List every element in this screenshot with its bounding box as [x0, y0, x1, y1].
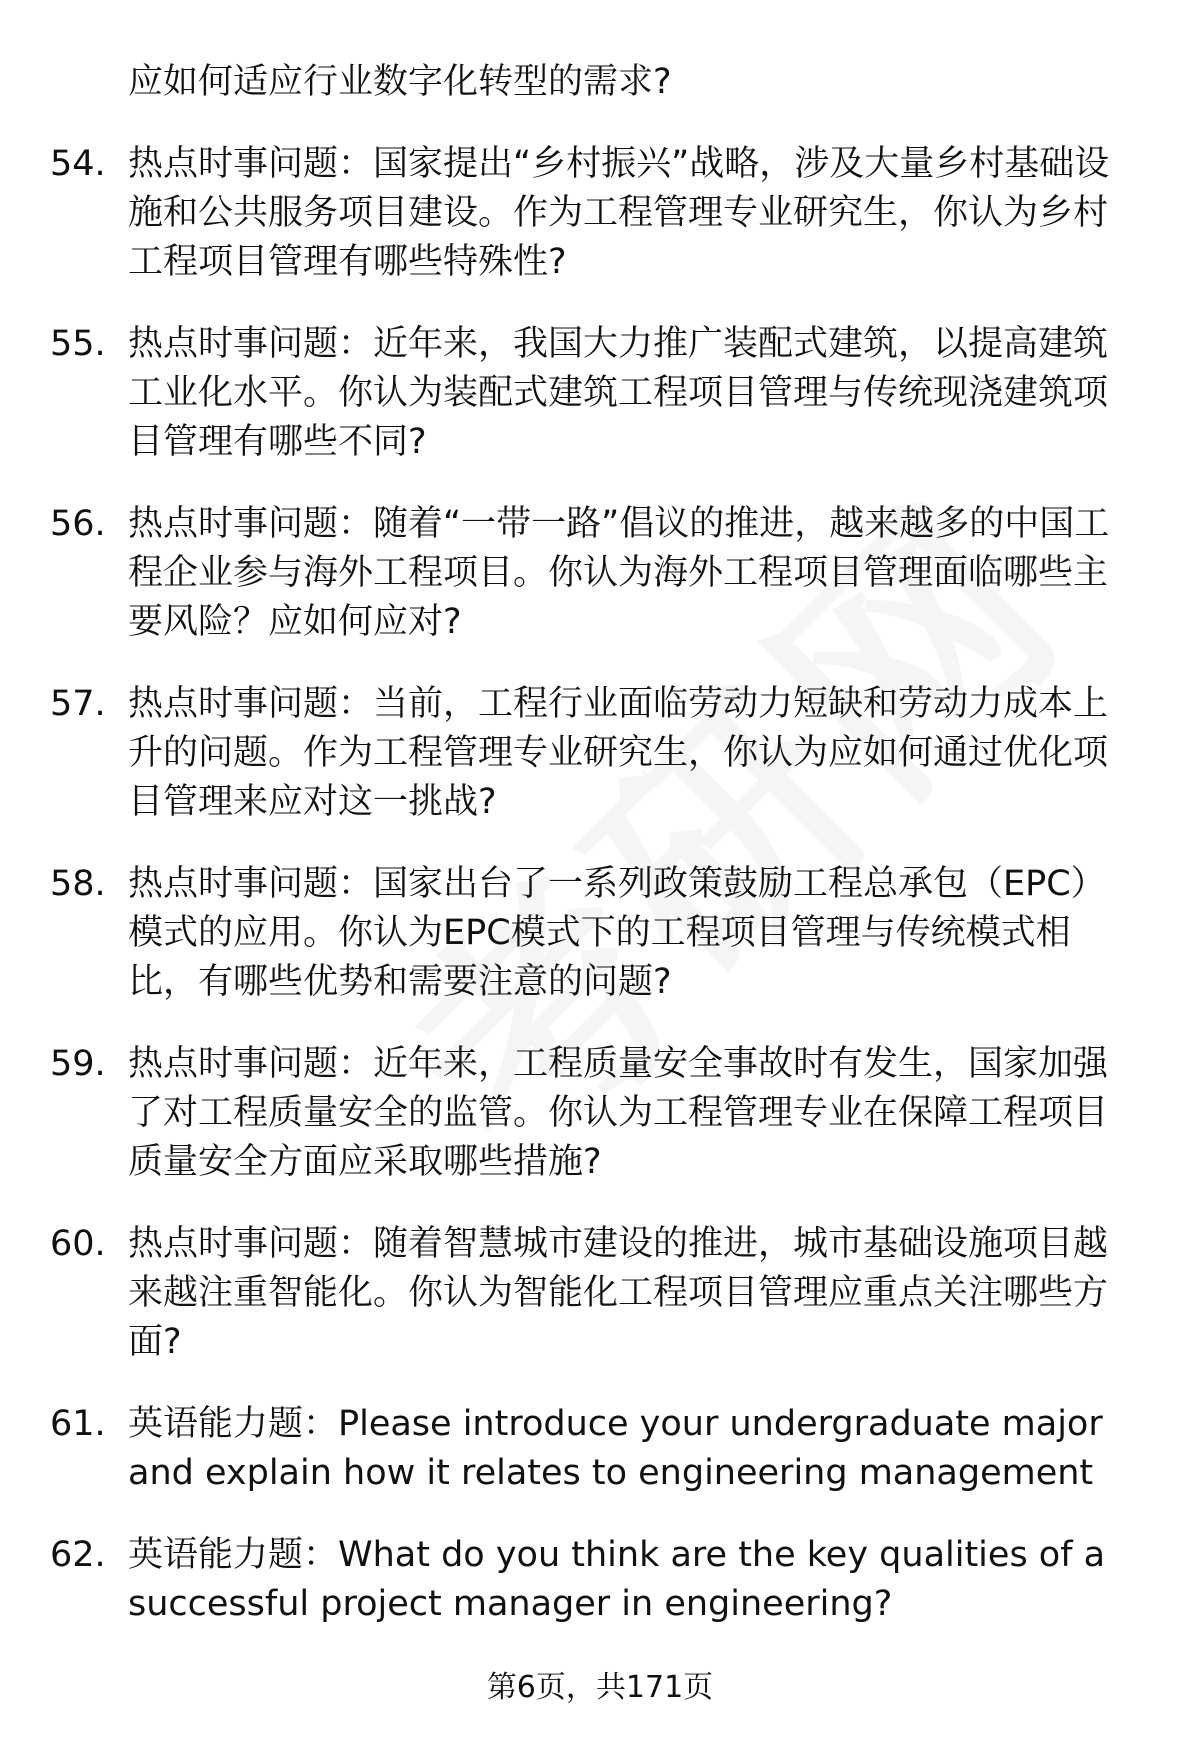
question-item-59 [50, 1040, 1140, 1187]
question-number: 55. [50, 324, 106, 364]
question-number: 62. [50, 1535, 106, 1575]
page-content [50, 58, 1140, 1629]
question-text: 英语能力题：What do you think are the key qualities of a successful project manager in engineering? [128, 1535, 1106, 1624]
question-text: 热点时事问题：随着智慧城市建设的推进，城市基础设施项目越来越注重智能化。你认为智能化工程项目管理应重点关注哪些方面? [128, 1224, 1109, 1362]
question-item-61 [50, 1400, 1140, 1498]
question-item-56 [50, 500, 1140, 647]
question-number: 60. [50, 1224, 106, 1264]
question-item-62 [50, 1531, 1140, 1629]
question-item-58 [50, 860, 1140, 1007]
question-number: 56. [50, 504, 106, 544]
question-number: 54. [50, 144, 106, 184]
question-number: 59. [50, 1044, 106, 1084]
question-text: 热点时事问题：随着“一带一路”倡议的推进，越来越多的中国工程企业参与海外工程项目。你认为海外工程项目管理面临哪些主要风险？应如何应对? [128, 504, 1110, 642]
question-item-57 [50, 680, 1140, 827]
question-text: 热点时事问题：近年来，工程质量安全事故时有发生，国家加强了对工程质量安全的监管。你认为工程管理专业在保障工程项目质量安全方面应采取哪些措施? [128, 1044, 1109, 1182]
continuation-text: 应如何适应行业数字化转型的需求? [128, 62, 672, 102]
page-footer [0, 1668, 1200, 1708]
question-item-60 [50, 1220, 1140, 1367]
question-item-55 [50, 320, 1140, 467]
question-item-54 [50, 140, 1140, 287]
question-text: 英语能力题：Please introduce your undergraduate major and explain how it relates to engineering management [128, 1404, 1103, 1493]
question-number: 58. [50, 864, 106, 904]
question-text: 热点时事问题：国家提出“乡村振兴”战略，涉及大量乡村基础设施和公共服务项目建设。作为工程管理专业研究生，你认为乡村工程项目管理有哪些特殊性? [128, 144, 1110, 282]
page-number-label: 第6页，共171页 [486, 1670, 714, 1705]
question-text: 热点时事问题：当前，工程行业面临劳动力短缺和劳动力成本上升的问题。作为工程管理专业研究生，你认为应如何通过优化项目管理来应对这一挑战? [128, 684, 1109, 822]
question-list [50, 140, 1140, 1629]
question-number: 57. [50, 684, 106, 724]
question-text: 热点时事问题：国家出台了一系列政策鼓励工程总承包（EPC）模式的应用。你认为EPC模式下的工程项目管理与传统模式相比，有哪些优势和需要注意的问题? [128, 864, 1106, 1002]
question-number: 61. [50, 1404, 106, 1444]
question-text: 热点时事问题：近年来，我国大力推广装配式建筑，以提高建筑工业化水平。你认为装配式建筑工程项目管理与传统现浇建筑项目管理有哪些不同? [128, 324, 1109, 462]
